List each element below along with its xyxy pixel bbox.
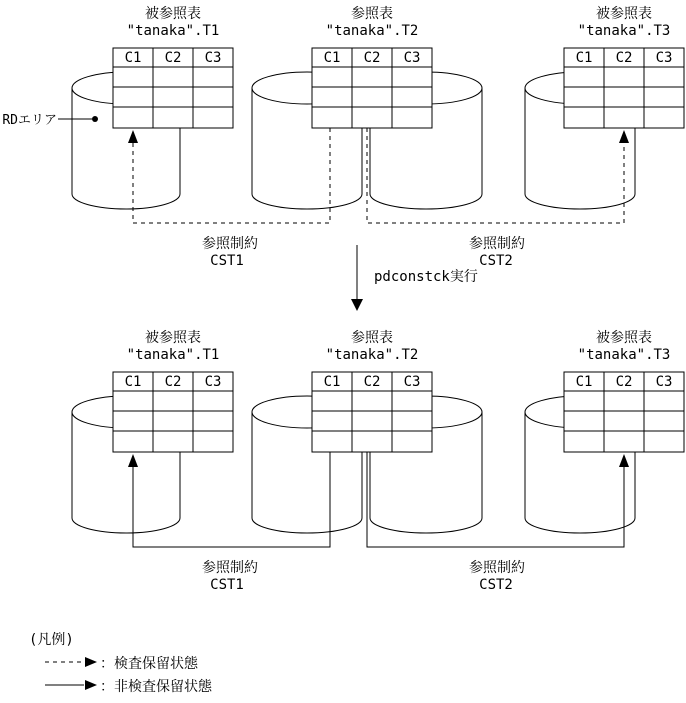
transition-arrow — [351, 245, 478, 311]
arrowhead-right-icon — [85, 680, 97, 690]
column-header: C1 — [124, 50, 142, 66]
column-header: C2 — [164, 50, 182, 66]
constraint-label: 参照制約 — [469, 560, 525, 576]
column-header: C3 — [655, 374, 673, 390]
table-name-label: "tanaka".T2 — [325, 23, 419, 39]
table-t2 — [312, 372, 432, 452]
table-role-label: 被参照表 — [145, 330, 201, 346]
arrowhead-up-icon — [128, 454, 138, 467]
constraint-name: CST1 — [210, 253, 244, 269]
constraint-label: 参照制約 — [202, 236, 258, 252]
table-t2 — [312, 48, 432, 128]
column-header: C1 — [575, 50, 593, 66]
table-role-label: 参照表 — [351, 330, 393, 346]
table-t1 — [113, 48, 233, 128]
constraint-name: CST1 — [210, 577, 244, 593]
table-name-label: "tanaka".T3 — [577, 23, 671, 39]
table-t3 — [564, 48, 684, 128]
table-role-label: 被参照表 — [596, 330, 652, 346]
column-header: C2 — [363, 50, 381, 66]
table-name-label: "tanaka".T2 — [325, 347, 419, 363]
table-t1 — [113, 372, 233, 452]
constraint-label: 参照制約 — [469, 236, 525, 252]
rd-area-pointer-dot — [92, 116, 98, 122]
column-header: C2 — [615, 50, 633, 66]
constraint-name: CST2 — [479, 577, 513, 593]
column-header: C3 — [403, 50, 421, 66]
table-t3 — [564, 372, 684, 452]
column-header: C3 — [655, 50, 673, 66]
column-header: C3 — [204, 374, 222, 390]
arrowhead-down-icon — [351, 299, 363, 311]
column-header: C2 — [363, 374, 381, 390]
column-header: C1 — [323, 50, 341, 66]
legend-item-check-pending — [45, 655, 199, 672]
constraint-label: 参照制約 — [202, 560, 258, 576]
table-role-label: 参照表 — [351, 6, 393, 22]
arrowhead-up-icon — [619, 454, 629, 467]
column-header: C1 — [323, 374, 341, 390]
column-header: C2 — [615, 374, 633, 390]
column-header: C1 — [124, 374, 142, 390]
arrowhead-right-icon — [85, 657, 97, 667]
table-name-label: "tanaka".T1 — [126, 347, 220, 363]
legend — [29, 632, 213, 695]
column-header: C1 — [575, 374, 593, 390]
transition-label: pdconstck実行 — [374, 269, 478, 285]
table-name-label: "tanaka".T1 — [126, 23, 220, 39]
diagram-after — [72, 329, 684, 593]
legend-item-label: ：検査保留状態 — [100, 656, 198, 672]
diagram-before — [2, 5, 684, 269]
arrowhead-up-icon — [128, 130, 138, 143]
legend-item-label: ：非検査保留状態 — [100, 679, 212, 695]
legend-item-non-check-pending — [45, 678, 213, 695]
column-header: C3 — [403, 374, 421, 390]
column-header: C2 — [164, 374, 182, 390]
table-role-label: 被参照表 — [145, 6, 201, 22]
legend-title: (凡例) — [29, 632, 74, 648]
table-role-label: 被参照表 — [596, 6, 652, 22]
rd-area-label: RDエリア — [2, 113, 57, 128]
column-header: C3 — [204, 50, 222, 66]
table-name-label: "tanaka".T3 — [577, 347, 671, 363]
arrowhead-up-icon — [619, 130, 629, 143]
constraint-name: CST2 — [479, 253, 513, 269]
